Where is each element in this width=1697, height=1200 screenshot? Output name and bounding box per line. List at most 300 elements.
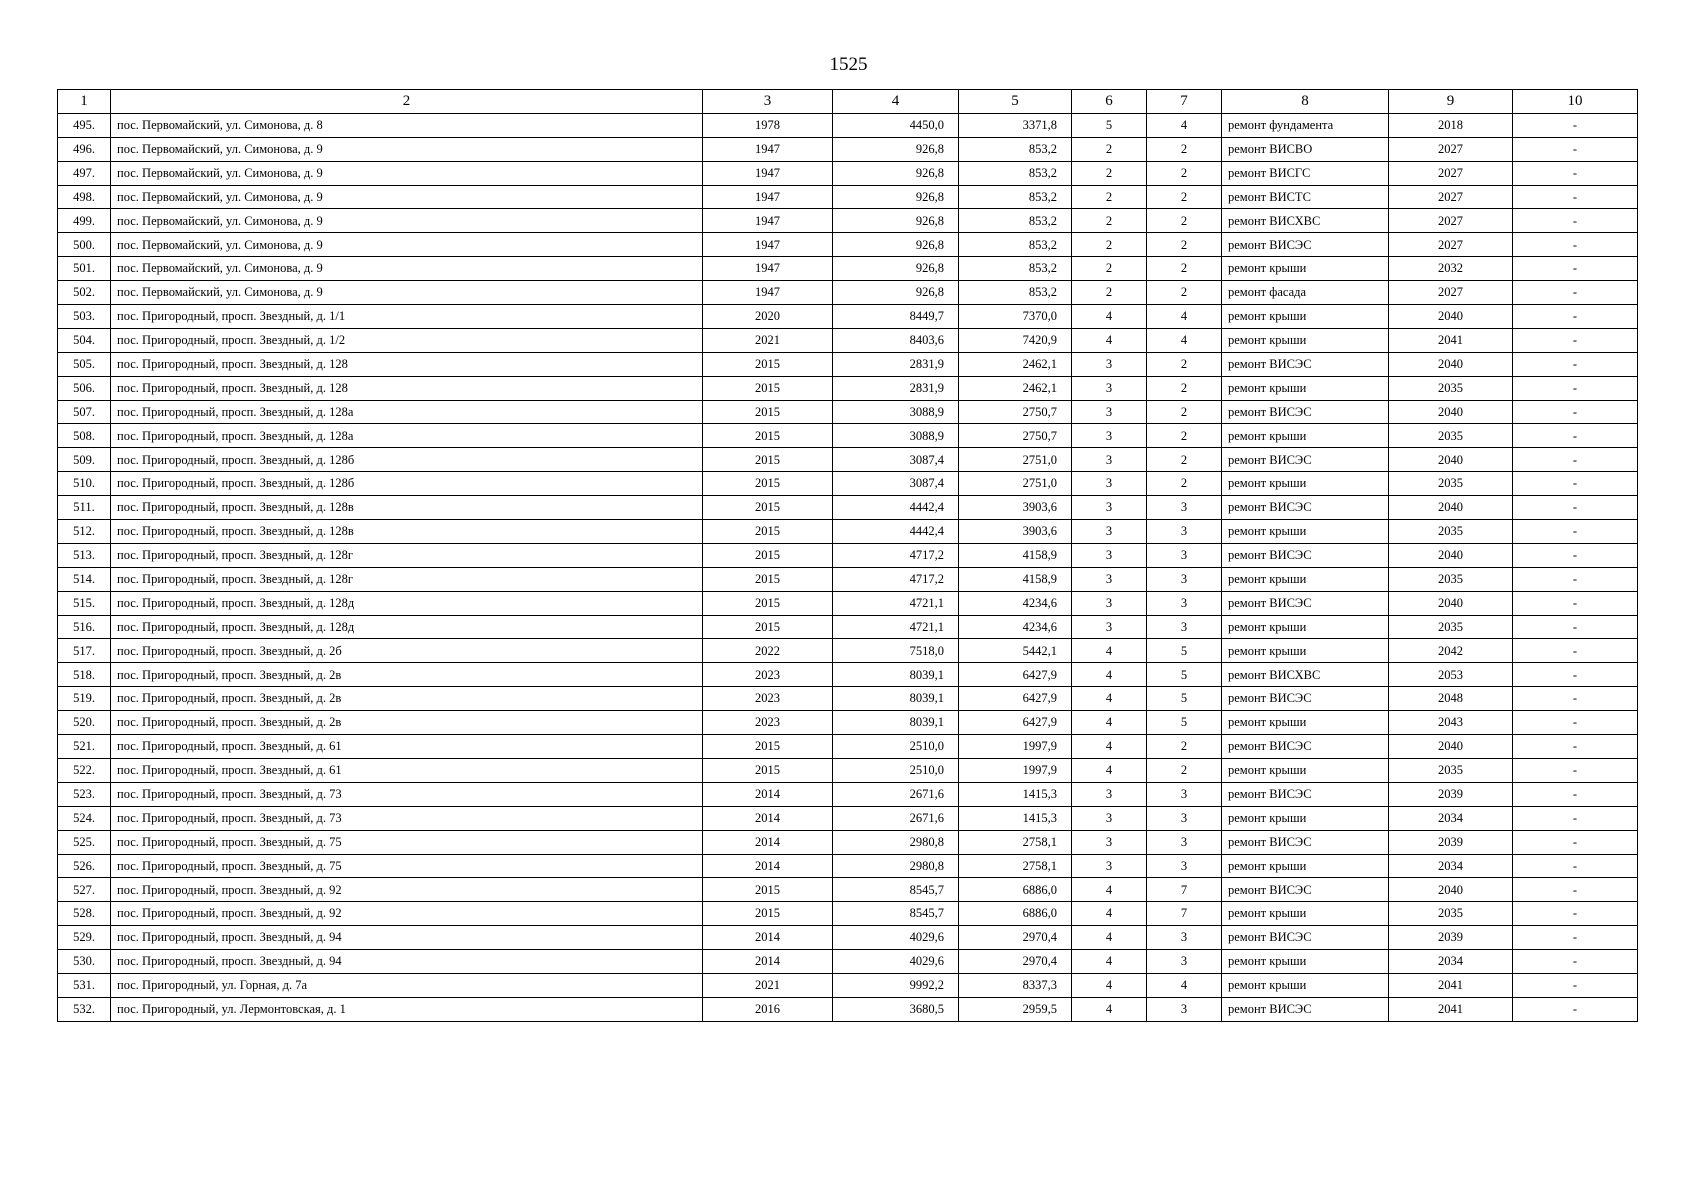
living-area-cell: 1997,9 — [959, 735, 1072, 759]
work-type-cell: ремонт ВИСЭС — [1222, 878, 1389, 902]
year-built-cell: 2015 — [703, 567, 833, 591]
row-number-cell: 505. — [58, 352, 111, 376]
total-area-cell: 8545,7 — [833, 902, 959, 926]
work-type-cell: ремонт ВИСЭС — [1222, 448, 1389, 472]
floors-cell: 3 — [1072, 352, 1147, 376]
total-area-cell: 4442,4 — [833, 496, 959, 520]
total-area-cell: 3680,5 — [833, 997, 959, 1021]
year-built-cell: 2014 — [703, 782, 833, 806]
address-cell: пос. Пригородный, просп. Звездный, д. 128д — [111, 615, 703, 639]
work-type-cell: ремонт крыши — [1222, 973, 1389, 997]
planned-year-cell: 2035 — [1389, 520, 1513, 544]
row-number-cell: 525. — [58, 830, 111, 854]
note-cell: - — [1513, 281, 1638, 305]
living-area-cell: 2970,4 — [959, 950, 1072, 974]
floors-cell: 3 — [1072, 376, 1147, 400]
floors-cell: 2 — [1072, 185, 1147, 209]
living-area-cell: 3371,8 — [959, 113, 1072, 137]
note-cell: - — [1513, 663, 1638, 687]
address-cell: пос. Пригородный, просп. Звездный, д. 61 — [111, 735, 703, 759]
row-number-cell: 510. — [58, 472, 111, 496]
floors-cell: 4 — [1072, 328, 1147, 352]
planned-year-cell: 2034 — [1389, 806, 1513, 830]
row-number-cell: 531. — [58, 973, 111, 997]
row-number-cell: 516. — [58, 615, 111, 639]
year-built-cell: 2015 — [703, 472, 833, 496]
address-cell: пос. Пригородный, ул. Горная, д. 7а — [111, 973, 703, 997]
table-row — [58, 328, 1638, 352]
planned-year-cell: 2035 — [1389, 472, 1513, 496]
note-cell: - — [1513, 639, 1638, 663]
total-area-cell: 4442,4 — [833, 520, 959, 544]
row-number-cell: 529. — [58, 926, 111, 950]
floors-cell: 4 — [1072, 973, 1147, 997]
work-type-cell: ремонт ВИСЭС — [1222, 830, 1389, 854]
entrances-cell: 4 — [1147, 113, 1222, 137]
note-cell: - — [1513, 520, 1638, 544]
table-row — [58, 854, 1638, 878]
table-row — [58, 209, 1638, 233]
living-area-cell: 1415,3 — [959, 806, 1072, 830]
floors-cell: 4 — [1072, 639, 1147, 663]
year-built-cell: 2015 — [703, 520, 833, 544]
floors-cell: 4 — [1072, 878, 1147, 902]
note-cell: - — [1513, 973, 1638, 997]
entrances-cell: 2 — [1147, 161, 1222, 185]
planned-year-cell: 2035 — [1389, 615, 1513, 639]
planned-year-cell: 2027 — [1389, 137, 1513, 161]
table-row — [58, 830, 1638, 854]
work-type-cell: ремонт крыши — [1222, 257, 1389, 281]
note-cell: - — [1513, 950, 1638, 974]
table-row — [58, 567, 1638, 591]
living-area-cell: 2959,5 — [959, 997, 1072, 1021]
planned-year-cell: 2039 — [1389, 926, 1513, 950]
table-row — [58, 305, 1638, 329]
year-built-cell: 2015 — [703, 400, 833, 424]
work-type-cell: ремонт ВИСВО — [1222, 137, 1389, 161]
address-cell: пос. Пригородный, просп. Звездный, д. 94 — [111, 950, 703, 974]
entrances-cell: 2 — [1147, 448, 1222, 472]
entrances-cell: 2 — [1147, 185, 1222, 209]
entrances-cell: 3 — [1147, 543, 1222, 567]
entrances-cell: 2 — [1147, 281, 1222, 305]
total-area-cell: 4721,1 — [833, 615, 959, 639]
note-cell: - — [1513, 376, 1638, 400]
table-body — [58, 113, 1638, 1021]
entrances-cell: 2 — [1147, 400, 1222, 424]
year-built-cell: 2014 — [703, 926, 833, 950]
column-header: 4 — [833, 90, 959, 114]
entrances-cell: 2 — [1147, 735, 1222, 759]
living-area-cell: 6886,0 — [959, 902, 1072, 926]
total-area-cell: 2831,9 — [833, 352, 959, 376]
work-type-cell: ремонт фундамента — [1222, 113, 1389, 137]
entrances-cell: 2 — [1147, 352, 1222, 376]
living-area-cell: 2751,0 — [959, 448, 1072, 472]
planned-year-cell: 2040 — [1389, 448, 1513, 472]
living-area-cell: 6427,9 — [959, 687, 1072, 711]
total-area-cell: 926,8 — [833, 161, 959, 185]
row-number-cell: 523. — [58, 782, 111, 806]
row-number-cell: 527. — [58, 878, 111, 902]
address-cell: пос. Пригородный, просп. Звездный, д. 128б — [111, 448, 703, 472]
year-built-cell: 2016 — [703, 997, 833, 1021]
table-row — [58, 113, 1638, 137]
address-cell: пос. Пригородный, просп. Звездный, д. 75 — [111, 830, 703, 854]
note-cell: - — [1513, 878, 1638, 902]
planned-year-cell: 2035 — [1389, 902, 1513, 926]
living-area-cell: 5442,1 — [959, 639, 1072, 663]
row-number-cell: 513. — [58, 543, 111, 567]
row-number-cell: 512. — [58, 520, 111, 544]
entrances-cell: 4 — [1147, 305, 1222, 329]
entrances-cell: 5 — [1147, 711, 1222, 735]
work-type-cell: ремонт ВИСЭС — [1222, 400, 1389, 424]
address-cell: пос. Пригородный, просп. Звездный, д. 128д — [111, 591, 703, 615]
address-cell: пос. Пригородный, просп. Звездный, д. 128 — [111, 376, 703, 400]
living-area-cell: 853,2 — [959, 257, 1072, 281]
year-built-cell: 2015 — [703, 496, 833, 520]
planned-year-cell: 2027 — [1389, 281, 1513, 305]
work-type-cell: ремонт ВИСГС — [1222, 161, 1389, 185]
row-number-cell: 503. — [58, 305, 111, 329]
planned-year-cell: 2027 — [1389, 209, 1513, 233]
floors-cell: 4 — [1072, 758, 1147, 782]
table-row — [58, 496, 1638, 520]
floors-cell: 3 — [1072, 472, 1147, 496]
living-area-cell: 2750,7 — [959, 424, 1072, 448]
living-area-cell: 2462,1 — [959, 376, 1072, 400]
entrances-cell: 3 — [1147, 567, 1222, 591]
total-area-cell: 4029,6 — [833, 950, 959, 974]
address-cell: пос. Пригородный, просп. Звездный, д. 128в — [111, 496, 703, 520]
table-row — [58, 735, 1638, 759]
row-number-cell: 524. — [58, 806, 111, 830]
total-area-cell: 3087,4 — [833, 472, 959, 496]
planned-year-cell: 2040 — [1389, 352, 1513, 376]
entrances-cell: 3 — [1147, 591, 1222, 615]
floors-cell: 3 — [1072, 854, 1147, 878]
floors-cell: 4 — [1072, 902, 1147, 926]
note-cell: - — [1513, 328, 1638, 352]
column-header: 3 — [703, 90, 833, 114]
address-cell: пос. Первомайский, ул. Симонова, д. 9 — [111, 233, 703, 257]
entrances-cell: 2 — [1147, 424, 1222, 448]
planned-year-cell: 2035 — [1389, 567, 1513, 591]
work-type-cell: ремонт крыши — [1222, 902, 1389, 926]
address-cell: пос. Пригородный, просп. Звездный, д. 2в — [111, 663, 703, 687]
work-type-cell: ремонт ВИСЭС — [1222, 735, 1389, 759]
address-cell: пос. Пригородный, просп. Звездный, д. 92 — [111, 902, 703, 926]
address-cell: пос. Пригородный, просп. Звездный, д. 1/2 — [111, 328, 703, 352]
entrances-cell: 3 — [1147, 997, 1222, 1021]
total-area-cell: 926,8 — [833, 257, 959, 281]
address-cell: пос. Пригородный, ул. Лермонтовская, д. 1 — [111, 997, 703, 1021]
table-row — [58, 448, 1638, 472]
living-area-cell: 2751,0 — [959, 472, 1072, 496]
row-number-cell: 504. — [58, 328, 111, 352]
year-built-cell: 1947 — [703, 233, 833, 257]
table-row — [58, 424, 1638, 448]
row-number-cell: 498. — [58, 185, 111, 209]
year-built-cell: 1947 — [703, 257, 833, 281]
living-area-cell: 4234,6 — [959, 591, 1072, 615]
entrances-cell: 3 — [1147, 926, 1222, 950]
floors-cell: 3 — [1072, 567, 1147, 591]
floors-cell: 4 — [1072, 687, 1147, 711]
total-area-cell: 4717,2 — [833, 543, 959, 567]
planned-year-cell: 2027 — [1389, 161, 1513, 185]
total-area-cell: 2980,8 — [833, 830, 959, 854]
address-cell: пос. Пригородный, просп. Звездный, д. 128в — [111, 520, 703, 544]
entrances-cell: 3 — [1147, 615, 1222, 639]
year-built-cell: 2015 — [703, 543, 833, 567]
living-area-cell: 6886,0 — [959, 878, 1072, 902]
table-row — [58, 615, 1638, 639]
year-built-cell: 1947 — [703, 209, 833, 233]
note-cell: - — [1513, 567, 1638, 591]
year-built-cell: 2015 — [703, 735, 833, 759]
address-cell: пос. Первомайский, ул. Симонова, д. 9 — [111, 281, 703, 305]
floors-cell: 4 — [1072, 305, 1147, 329]
table-row — [58, 185, 1638, 209]
entrances-cell: 2 — [1147, 472, 1222, 496]
total-area-cell: 2671,6 — [833, 782, 959, 806]
address-cell: пос. Первомайский, ул. Симонова, д. 9 — [111, 257, 703, 281]
work-type-cell: ремонт ВИСЭС — [1222, 233, 1389, 257]
living-area-cell: 2462,1 — [959, 352, 1072, 376]
work-type-cell: ремонт крыши — [1222, 328, 1389, 352]
registry-table — [57, 89, 1638, 1022]
row-number-cell: 508. — [58, 424, 111, 448]
entrances-cell: 2 — [1147, 758, 1222, 782]
planned-year-cell: 2018 — [1389, 113, 1513, 137]
note-cell: - — [1513, 137, 1638, 161]
note-cell: - — [1513, 758, 1638, 782]
table-row — [58, 543, 1638, 567]
floors-cell: 3 — [1072, 424, 1147, 448]
year-built-cell: 2015 — [703, 448, 833, 472]
floors-cell: 2 — [1072, 137, 1147, 161]
row-number-cell: 520. — [58, 711, 111, 735]
total-area-cell: 2510,0 — [833, 758, 959, 782]
total-area-cell: 926,8 — [833, 281, 959, 305]
floors-cell: 5 — [1072, 113, 1147, 137]
living-area-cell: 6427,9 — [959, 663, 1072, 687]
note-cell: - — [1513, 185, 1638, 209]
row-number-cell: 530. — [58, 950, 111, 974]
floors-cell: 2 — [1072, 209, 1147, 233]
row-number-cell: 506. — [58, 376, 111, 400]
note-cell: - — [1513, 424, 1638, 448]
planned-year-cell: 2027 — [1389, 185, 1513, 209]
total-area-cell: 8449,7 — [833, 305, 959, 329]
planned-year-cell: 2032 — [1389, 257, 1513, 281]
planned-year-cell: 2041 — [1389, 973, 1513, 997]
address-cell: пос. Пригородный, просп. Звездный, д. 1/1 — [111, 305, 703, 329]
work-type-cell: ремонт крыши — [1222, 567, 1389, 591]
living-area-cell: 1415,3 — [959, 782, 1072, 806]
living-area-cell: 7420,9 — [959, 328, 1072, 352]
work-type-cell: ремонт ВИСХВС — [1222, 663, 1389, 687]
entrances-cell: 4 — [1147, 328, 1222, 352]
year-built-cell: 2021 — [703, 328, 833, 352]
table-row — [58, 352, 1638, 376]
row-number-cell: 514. — [58, 567, 111, 591]
work-type-cell: ремонт ВИСТС — [1222, 185, 1389, 209]
work-type-cell: ремонт крыши — [1222, 639, 1389, 663]
entrances-cell: 2 — [1147, 209, 1222, 233]
entrances-cell: 5 — [1147, 663, 1222, 687]
living-area-cell: 8337,3 — [959, 973, 1072, 997]
planned-year-cell: 2053 — [1389, 663, 1513, 687]
total-area-cell: 926,8 — [833, 233, 959, 257]
planned-year-cell: 2041 — [1389, 997, 1513, 1021]
work-type-cell: ремонт крыши — [1222, 806, 1389, 830]
note-cell: - — [1513, 543, 1638, 567]
table-row — [58, 520, 1638, 544]
address-cell: пос. Пригородный, просп. Звездный, д. 92 — [111, 878, 703, 902]
row-number-cell: 519. — [58, 687, 111, 711]
floors-cell: 3 — [1072, 615, 1147, 639]
work-type-cell: ремонт ВИСЭС — [1222, 997, 1389, 1021]
row-number-cell: 499. — [58, 209, 111, 233]
note-cell: - — [1513, 472, 1638, 496]
planned-year-cell: 2040 — [1389, 591, 1513, 615]
note-cell: - — [1513, 806, 1638, 830]
floors-cell: 4 — [1072, 663, 1147, 687]
table-row — [58, 472, 1638, 496]
address-cell: пос. Пригородный, просп. Звездный, д. 94 — [111, 926, 703, 950]
table-row — [58, 758, 1638, 782]
table-row — [58, 591, 1638, 615]
column-header: 6 — [1072, 90, 1147, 114]
planned-year-cell: 2048 — [1389, 687, 1513, 711]
table-row — [58, 806, 1638, 830]
work-type-cell: ремонт крыши — [1222, 950, 1389, 974]
table-row — [58, 782, 1638, 806]
living-area-cell: 2758,1 — [959, 830, 1072, 854]
planned-year-cell: 2043 — [1389, 711, 1513, 735]
floors-cell: 3 — [1072, 830, 1147, 854]
address-cell: пос. Пригородный, просп. Звездный, д. 128 — [111, 352, 703, 376]
entrances-cell: 5 — [1147, 639, 1222, 663]
note-cell: - — [1513, 496, 1638, 520]
year-built-cell: 2015 — [703, 758, 833, 782]
address-cell: пос. Пригородный, просп. Звездный, д. 2б — [111, 639, 703, 663]
total-area-cell: 3088,9 — [833, 424, 959, 448]
floors-cell: 4 — [1072, 735, 1147, 759]
living-area-cell: 6427,9 — [959, 711, 1072, 735]
work-type-cell: ремонт ВИСХВС — [1222, 209, 1389, 233]
year-built-cell: 2015 — [703, 878, 833, 902]
total-area-cell: 4029,6 — [833, 926, 959, 950]
total-area-cell: 2671,6 — [833, 806, 959, 830]
living-area-cell: 3903,6 — [959, 496, 1072, 520]
entrances-cell: 3 — [1147, 782, 1222, 806]
note-cell: - — [1513, 854, 1638, 878]
living-area-cell: 853,2 — [959, 233, 1072, 257]
year-built-cell: 2015 — [703, 615, 833, 639]
floors-cell: 3 — [1072, 806, 1147, 830]
living-area-cell: 853,2 — [959, 137, 1072, 161]
work-type-cell: ремонт фасада — [1222, 281, 1389, 305]
planned-year-cell: 2035 — [1389, 424, 1513, 448]
planned-year-cell: 2042 — [1389, 639, 1513, 663]
row-number-cell: 521. — [58, 735, 111, 759]
floors-cell: 3 — [1072, 543, 1147, 567]
floors-cell: 2 — [1072, 281, 1147, 305]
note-cell: - — [1513, 400, 1638, 424]
note-cell: - — [1513, 997, 1638, 1021]
planned-year-cell: 2041 — [1389, 328, 1513, 352]
column-header: 10 — [1513, 90, 1638, 114]
page-number: 1525 — [829, 54, 868, 75]
work-type-cell: ремонт крыши — [1222, 854, 1389, 878]
column-header: 8 — [1222, 90, 1389, 114]
table-row — [58, 950, 1638, 974]
address-cell: пос. Первомайский, ул. Симонова, д. 9 — [111, 185, 703, 209]
floors-cell: 3 — [1072, 496, 1147, 520]
note-cell: - — [1513, 352, 1638, 376]
address-cell: пос. Первомайский, ул. Симонова, д. 9 — [111, 209, 703, 233]
note-cell: - — [1513, 735, 1638, 759]
table-row — [58, 902, 1638, 926]
work-type-cell: ремонт ВИСЭС — [1222, 926, 1389, 950]
living-area-cell: 2758,1 — [959, 854, 1072, 878]
total-area-cell: 3087,4 — [833, 448, 959, 472]
address-cell: пос. Пригородный, просп. Звездный, д. 128г — [111, 567, 703, 591]
address-cell: пос. Пригородный, просп. Звездный, д. 128а — [111, 400, 703, 424]
work-type-cell: ремонт крыши — [1222, 424, 1389, 448]
living-area-cell: 853,2 — [959, 185, 1072, 209]
planned-year-cell: 2027 — [1389, 233, 1513, 257]
total-area-cell: 2510,0 — [833, 735, 959, 759]
address-cell: пос. Пригородный, просп. Звездный, д. 75 — [111, 854, 703, 878]
work-type-cell: ремонт крыши — [1222, 305, 1389, 329]
note-cell: - — [1513, 711, 1638, 735]
planned-year-cell: 2034 — [1389, 854, 1513, 878]
year-built-cell: 2015 — [703, 352, 833, 376]
note-cell: - — [1513, 687, 1638, 711]
year-built-cell: 2015 — [703, 424, 833, 448]
address-cell: пос. Пригородный, просп. Звездный, д. 61 — [111, 758, 703, 782]
planned-year-cell: 2040 — [1389, 305, 1513, 329]
column-header: 1 — [58, 90, 111, 114]
total-area-cell: 926,8 — [833, 209, 959, 233]
planned-year-cell: 2035 — [1389, 376, 1513, 400]
floors-cell: 3 — [1072, 448, 1147, 472]
table-row — [58, 400, 1638, 424]
year-built-cell: 2023 — [703, 663, 833, 687]
year-built-cell: 2020 — [703, 305, 833, 329]
total-area-cell: 2831,9 — [833, 376, 959, 400]
living-area-cell: 853,2 — [959, 281, 1072, 305]
column-header: 7 — [1147, 90, 1222, 114]
entrances-cell: 7 — [1147, 878, 1222, 902]
entrances-cell: 3 — [1147, 830, 1222, 854]
column-header: 2 — [111, 90, 703, 114]
table-row — [58, 878, 1638, 902]
year-built-cell: 1947 — [703, 281, 833, 305]
floors-cell: 3 — [1072, 520, 1147, 544]
row-number-cell: 495. — [58, 113, 111, 137]
row-number-cell: 528. — [58, 902, 111, 926]
address-cell: пос. Пригородный, просп. Звездный, д. 2в — [111, 687, 703, 711]
planned-year-cell: 2040 — [1389, 496, 1513, 520]
entrances-cell: 7 — [1147, 902, 1222, 926]
